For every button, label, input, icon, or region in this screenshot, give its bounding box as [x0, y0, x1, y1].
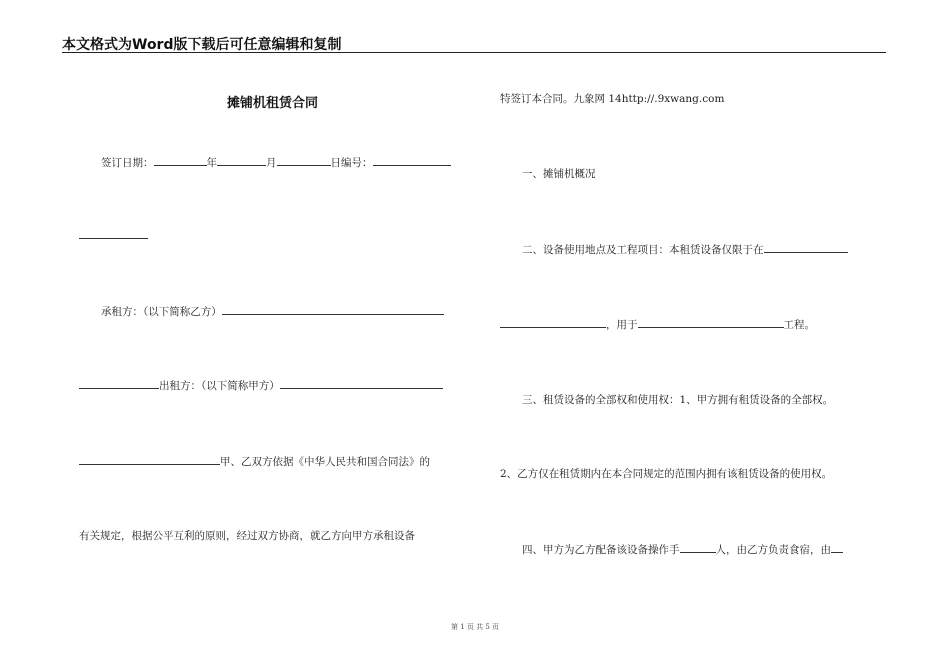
month-label: 月: [266, 157, 277, 169]
location-continuation-blank: [500, 317, 606, 328]
section4-trailing-blank: [831, 542, 843, 553]
lessor-blank: [280, 378, 443, 389]
banner-divider: [62, 52, 886, 53]
section3-line: [522, 393, 833, 407]
section1-text: 一、摊铺机概况: [522, 168, 596, 180]
agreement-intro-line: [79, 454, 430, 469]
section3-text: 三、租赁设备的全部权和使用权：1、甲方拥有租赁设备的全部权。: [522, 394, 834, 406]
year-label: 年: [206, 157, 217, 169]
lessee-blank: [222, 304, 444, 315]
section2-cont-line: [500, 317, 815, 332]
day-number-label: 日编号：: [330, 157, 373, 169]
section1-line: [522, 167, 596, 181]
agreement-cont-text: 有关规定，根据公平互利的原则，经过双方协商，就乙方向甲方承租设备: [79, 530, 415, 542]
special-sign-line: [500, 92, 724, 106]
section4-text-a: 四、甲方为乙方配备该设备操作手: [522, 544, 680, 556]
section3-2-line: [500, 467, 832, 481]
banner-text: 本文格式为Word版下载后可任意编辑和复制: [62, 37, 342, 53]
section3-2-text: 2、乙方仅在租赁期内在本合同规定的范围内拥有该租赁设备的使用权。: [500, 468, 833, 480]
section2-text: 二、设备使用地点及工程项目：本租赁设备仅限于在: [522, 244, 764, 256]
number-blank: [373, 155, 451, 166]
lessor-label: 出租方：（以下简称甲方）: [159, 380, 280, 392]
section2-project-text: 工程。: [783, 319, 815, 331]
page-footer: 第 1 页 共 5 页: [450, 623, 500, 631]
number-continuation-line: [79, 228, 148, 243]
sign-date-line: [101, 155, 451, 170]
section2-use-text: ，用于: [606, 319, 638, 331]
lessee-line: [101, 304, 444, 319]
section2-line: [522, 242, 848, 257]
lessor-line: [79, 378, 443, 393]
sign-date-label: 签订日期：: [101, 157, 154, 169]
agreement-cont-line: [79, 529, 415, 543]
section4-line: [522, 542, 843, 557]
special-sign-text: 特签订本合同。九象网 14http://.9xwang.com: [500, 93, 725, 105]
day-blank: [277, 155, 331, 166]
lessee-continuation-blank: [79, 378, 159, 389]
number-continuation-blank: [79, 228, 148, 239]
section4-text-b: 人，由乙方负责食宿，由: [715, 544, 831, 556]
lessor-continuation-blank: [79, 454, 220, 465]
year-blank: [154, 155, 207, 166]
project-blank: [638, 317, 784, 328]
month-blank: [217, 155, 266, 166]
location-blank: [764, 242, 848, 253]
operator-count-blank: [680, 542, 716, 553]
document-title: 摊铺机租赁合同: [226, 96, 318, 111]
agreement-intro-text: 甲、乙双方依据《中华人民共和国合同法》的: [220, 456, 430, 468]
lessee-label: 承租方：（以下简称乙方）: [101, 306, 222, 318]
